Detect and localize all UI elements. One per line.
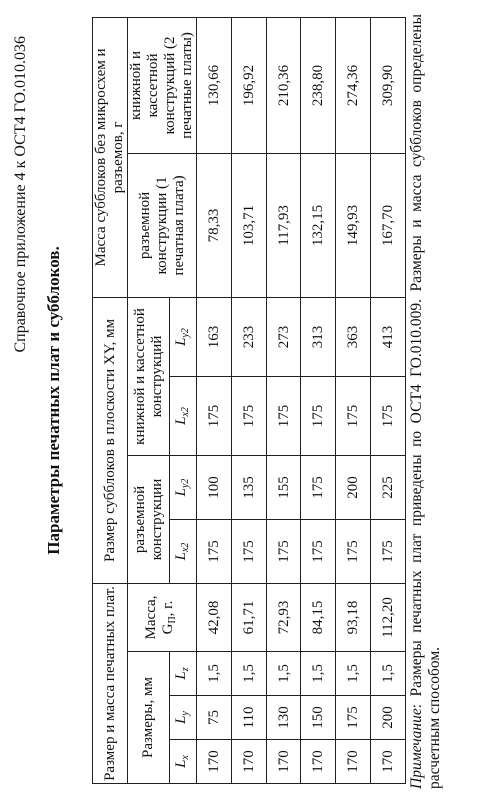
header-mass-connector: разъемной конструкции (1 печатная плата) [128,153,197,297]
cell-m-conn: 149,93 [336,153,371,297]
table-body [197,17,406,783]
cell-b-lx2: 175 [301,376,336,455]
appendix-reference: Справочное приложение 4 к ОСТ4 ГО.010.036 [12,36,29,353]
cell-m-book: 274,36 [336,17,371,153]
cell-ly: 175 [336,696,371,740]
cell-m-book: 130,66 [197,17,232,153]
table-row [336,17,371,783]
cell-lx: 170 [231,740,266,784]
cell-c-lx2: 175 [301,519,336,583]
table-row [231,17,266,783]
cell-c-lx2: 175 [371,519,406,583]
cell-mass: 112,20 [371,583,406,651]
cell-lx: 170 [197,740,232,784]
cell-ly: 75 [197,696,232,740]
cell-m-conn: 167,70 [371,153,406,297]
header-subblock-mass: Масса субблоков без микросхем и разъемов, г [93,17,128,297]
header-board-size-mass: Размер и масса печатных плат. [93,583,128,783]
cell-lx: 170 [336,740,371,784]
header-lz: $L_z$ [170,652,197,696]
header-board-mass: Масса, $G_П$, г. [128,583,197,651]
cell-c-lx2: 175 [231,519,266,583]
page-title: Параметры печатных плат и субблоков. [44,246,63,555]
cell-lx: 170 [371,740,406,784]
cell-m-conn: 78,33 [197,153,232,297]
cell-m-conn: 103,71 [231,153,266,297]
cell-c-ly2: 135 [231,455,266,519]
cell-c-lx2: 175 [336,519,371,583]
cell-b-lx2: 175 [371,376,406,455]
cell-c-lx2: 175 [266,519,301,583]
cell-mass: 61,71 [231,583,266,651]
cell-b-ly2: 313 [301,297,336,376]
header-book-ly2: $L_{y2}$ [170,297,197,376]
cell-lz: 1,5 [371,652,406,696]
footnote [408,14,444,789]
cell-c-lx2: 175 [197,519,232,583]
header-connector-construction: разъемной конструкции [128,455,170,583]
header-mass-book: книжной и кассетной конструкций (2 печатные платы) [128,17,197,153]
cell-mass: 93,18 [336,583,371,651]
header-connector-ly2: $L_{y2}$ [170,455,197,519]
table-row [301,17,336,783]
cell-ly: 130 [266,696,301,740]
cell-lz: 1,5 [266,652,301,696]
cell-ly: 110 [231,696,266,740]
parameters-table [92,17,406,784]
cell-lz: 1,5 [197,652,232,696]
cell-m-book: 309,90 [371,17,406,153]
cell-b-ly2: 163 [197,297,232,376]
header-connector-lx2: $L_{x2}$ [170,519,197,583]
cell-m-book: 196,92 [231,17,266,153]
footnote-label: Примечание [408,708,425,789]
cell-m-conn: 117,93 [266,153,301,297]
cell-c-ly2: 175 [301,455,336,519]
cell-m-book: 210,36 [266,17,301,153]
cell-lz: 1,5 [231,652,266,696]
header-book-lx2: $L_{x2}$ [170,376,197,455]
cell-m-conn: 132,15 [301,153,336,297]
table-row [371,17,406,783]
cell-ly: 200 [371,696,406,740]
cell-c-ly2: 225 [371,455,406,519]
table-row [197,17,232,783]
cell-lz: 1,5 [301,652,336,696]
header-book-cassette-construction: книжной и кассетной конструкций [128,297,170,455]
cell-lx: 170 [301,740,336,784]
header-dimensions: Размеры, мм [128,652,170,784]
cell-c-ly2: 155 [266,455,301,519]
table-row [266,17,301,783]
cell-ly: 150 [301,696,336,740]
cell-mass: 72,93 [266,583,301,651]
cell-c-ly2: 100 [197,455,232,519]
cell-b-ly2: 363 [336,297,371,376]
cell-mass: 84,15 [301,583,336,651]
header-subblock-size-xy: Размер субблоков в плоскости XY, мм [93,297,128,583]
cell-b-lx2: 175 [266,376,301,455]
cell-c-ly2: 200 [336,455,371,519]
header-lx: $L_x$ [170,740,197,784]
footnote-text: : Размеры печатных плат приведены по ОСТ4 ГО.010.009. Размеры и масса субблоков определены расчетным способом. [408,14,443,789]
cell-mass: 42,08 [197,583,232,651]
header-ly: $L_y$ [170,696,197,740]
cell-b-ly2: 233 [231,297,266,376]
cell-b-ly2: 413 [371,297,406,376]
cell-b-lx2: 175 [336,376,371,455]
cell-lz: 1,5 [336,652,371,696]
cell-m-book: 238,80 [301,17,336,153]
cell-b-lx2: 175 [197,376,232,455]
cell-lx: 170 [266,740,301,784]
cell-b-lx2: 175 [231,376,266,455]
cell-b-ly2: 273 [266,297,301,376]
